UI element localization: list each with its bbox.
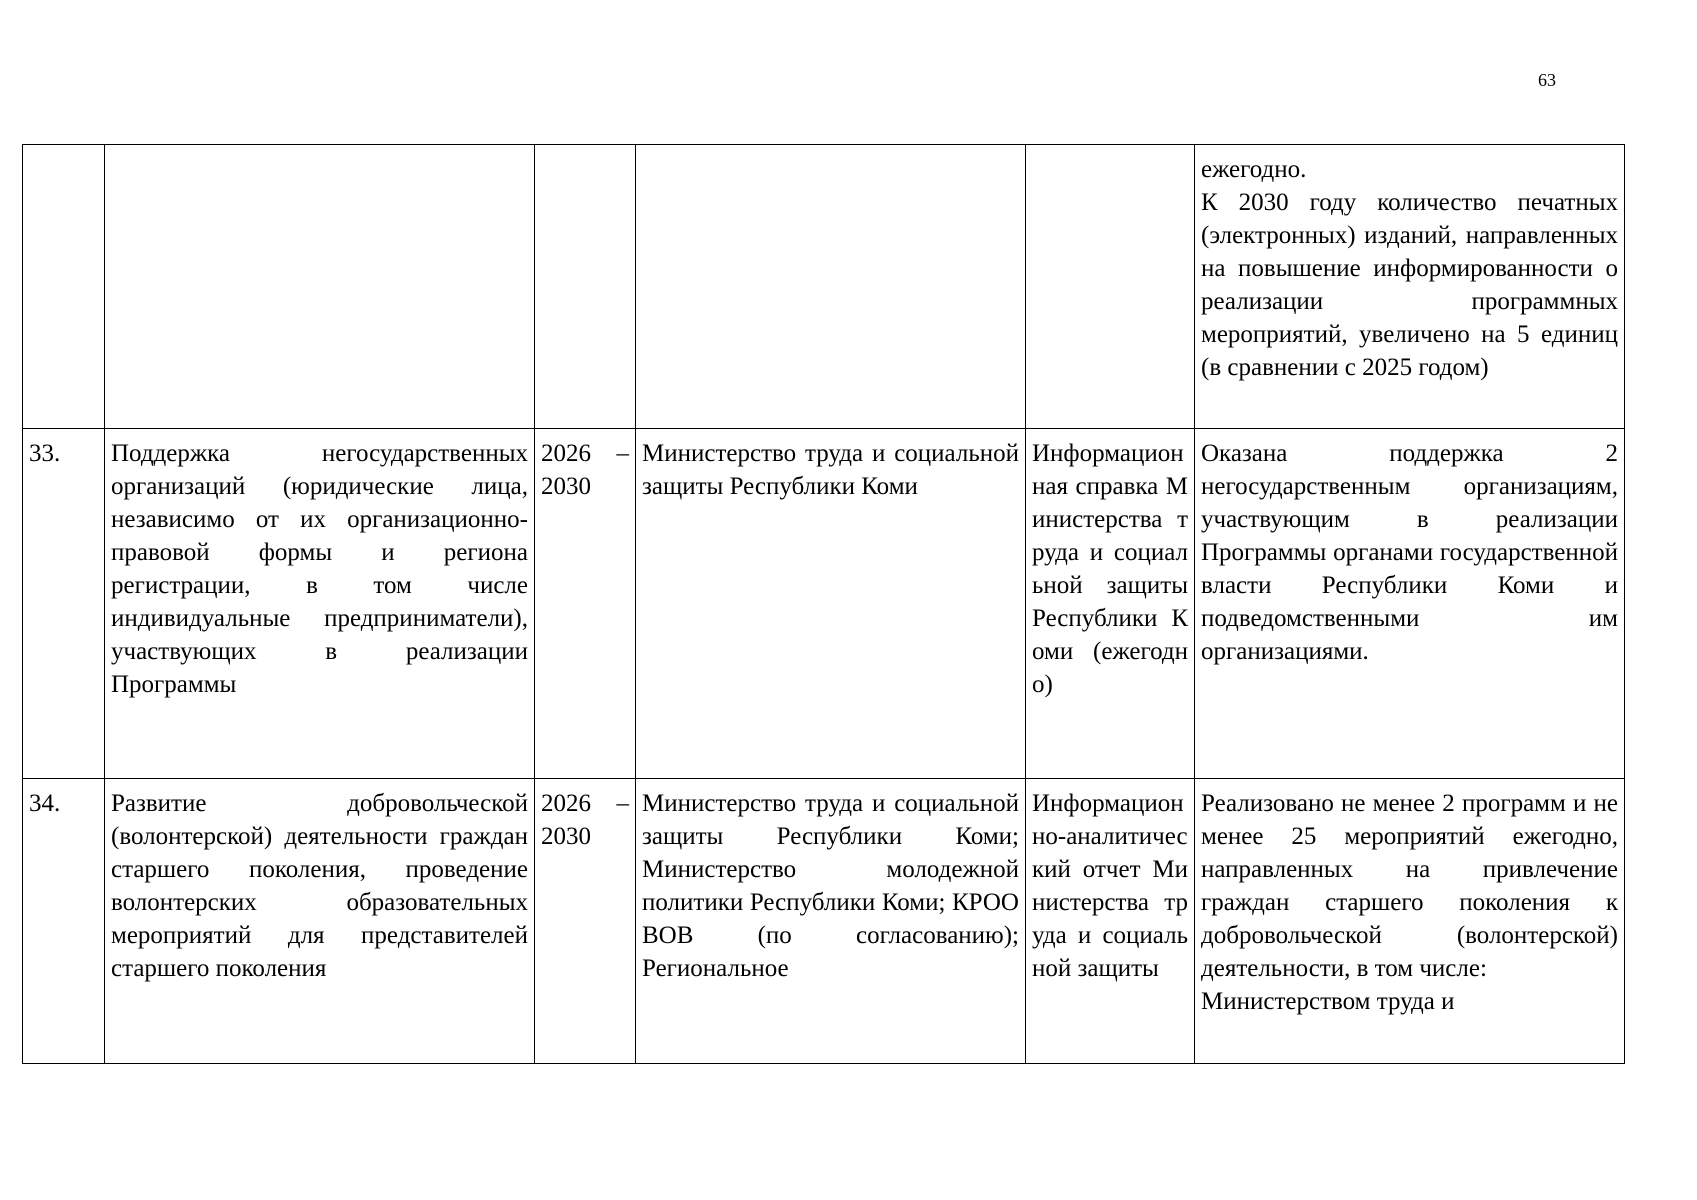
table-row [23,429,1625,779]
measure-name-cell: Развитие добровольческой (волонтерской) деятельности граждан старшего поколения, проведение волонтерских образовательных мероприятий для представителей старшего поколения [105,779,535,1064]
page-number: 63 [1538,70,1556,90]
result-cell [1195,779,1625,1064]
table-row [23,145,1625,429]
result-cell [1195,145,1625,429]
result-paragraph: Оказана поддержка 2 негосударственным организациям, участвующим в реализации Программы органами государственной власти Республики Коми и подведомственными им организациями. [1201,440,1618,665]
executor-cell: Министерство труда и социальной защиты Республики Коми [636,429,1026,779]
result-paragraph: Реализовано не менее 2 программ и не менее 25 мероприятий ежегодно, направленных на привлечение граждан старшего поколения к добровольческой (волонтерской) деятельности, в том числе: [1201,790,1618,982]
result-paragraph: ежегодно. [1201,156,1307,183]
report-cell: Информационная справка Министерства труда и социальной защиты Республики Коми (ежегодно) [1026,429,1195,779]
result-cell [1195,429,1625,779]
row-number-cell: 34. [23,779,105,1064]
measures-table [22,144,1625,1064]
result-paragraph: К 2030 году количество печатных (электронных) изданий, направленных на повышение информированности о реализации программных мероприятий, увеличено на 5 единиц (в сравнении с 2025 годом) [1201,189,1618,381]
table-row [23,779,1625,1064]
report-cell: Информационно-аналитический отчет Министерства труда и социальной защиты [1026,779,1195,1064]
row-number-cell [23,145,105,429]
report-cell [1026,145,1195,429]
result-paragraph: Министерством труда и [1201,988,1455,1015]
period-cell: 2026 – 2030 [535,779,636,1064]
measure-name-cell [105,145,535,429]
executor-cell: Министерство труда и социальной защиты Республики Коми; Министерство молодежной политики Республики Коми; КРОО ВОВ (по согласованию); Региональное [636,779,1026,1064]
row-number-cell: 33. [23,429,105,779]
executor-cell [636,145,1026,429]
measure-name-cell: Поддержка негосударственных организаций (юридические лица, независимо от их организационно-правовой формы и региона регистрации, в том числе индивидуальные предприниматели), участвующих в реализации Программы [105,429,535,779]
period-cell: 2026 – 2030 [535,429,636,779]
period-cell [535,145,636,429]
